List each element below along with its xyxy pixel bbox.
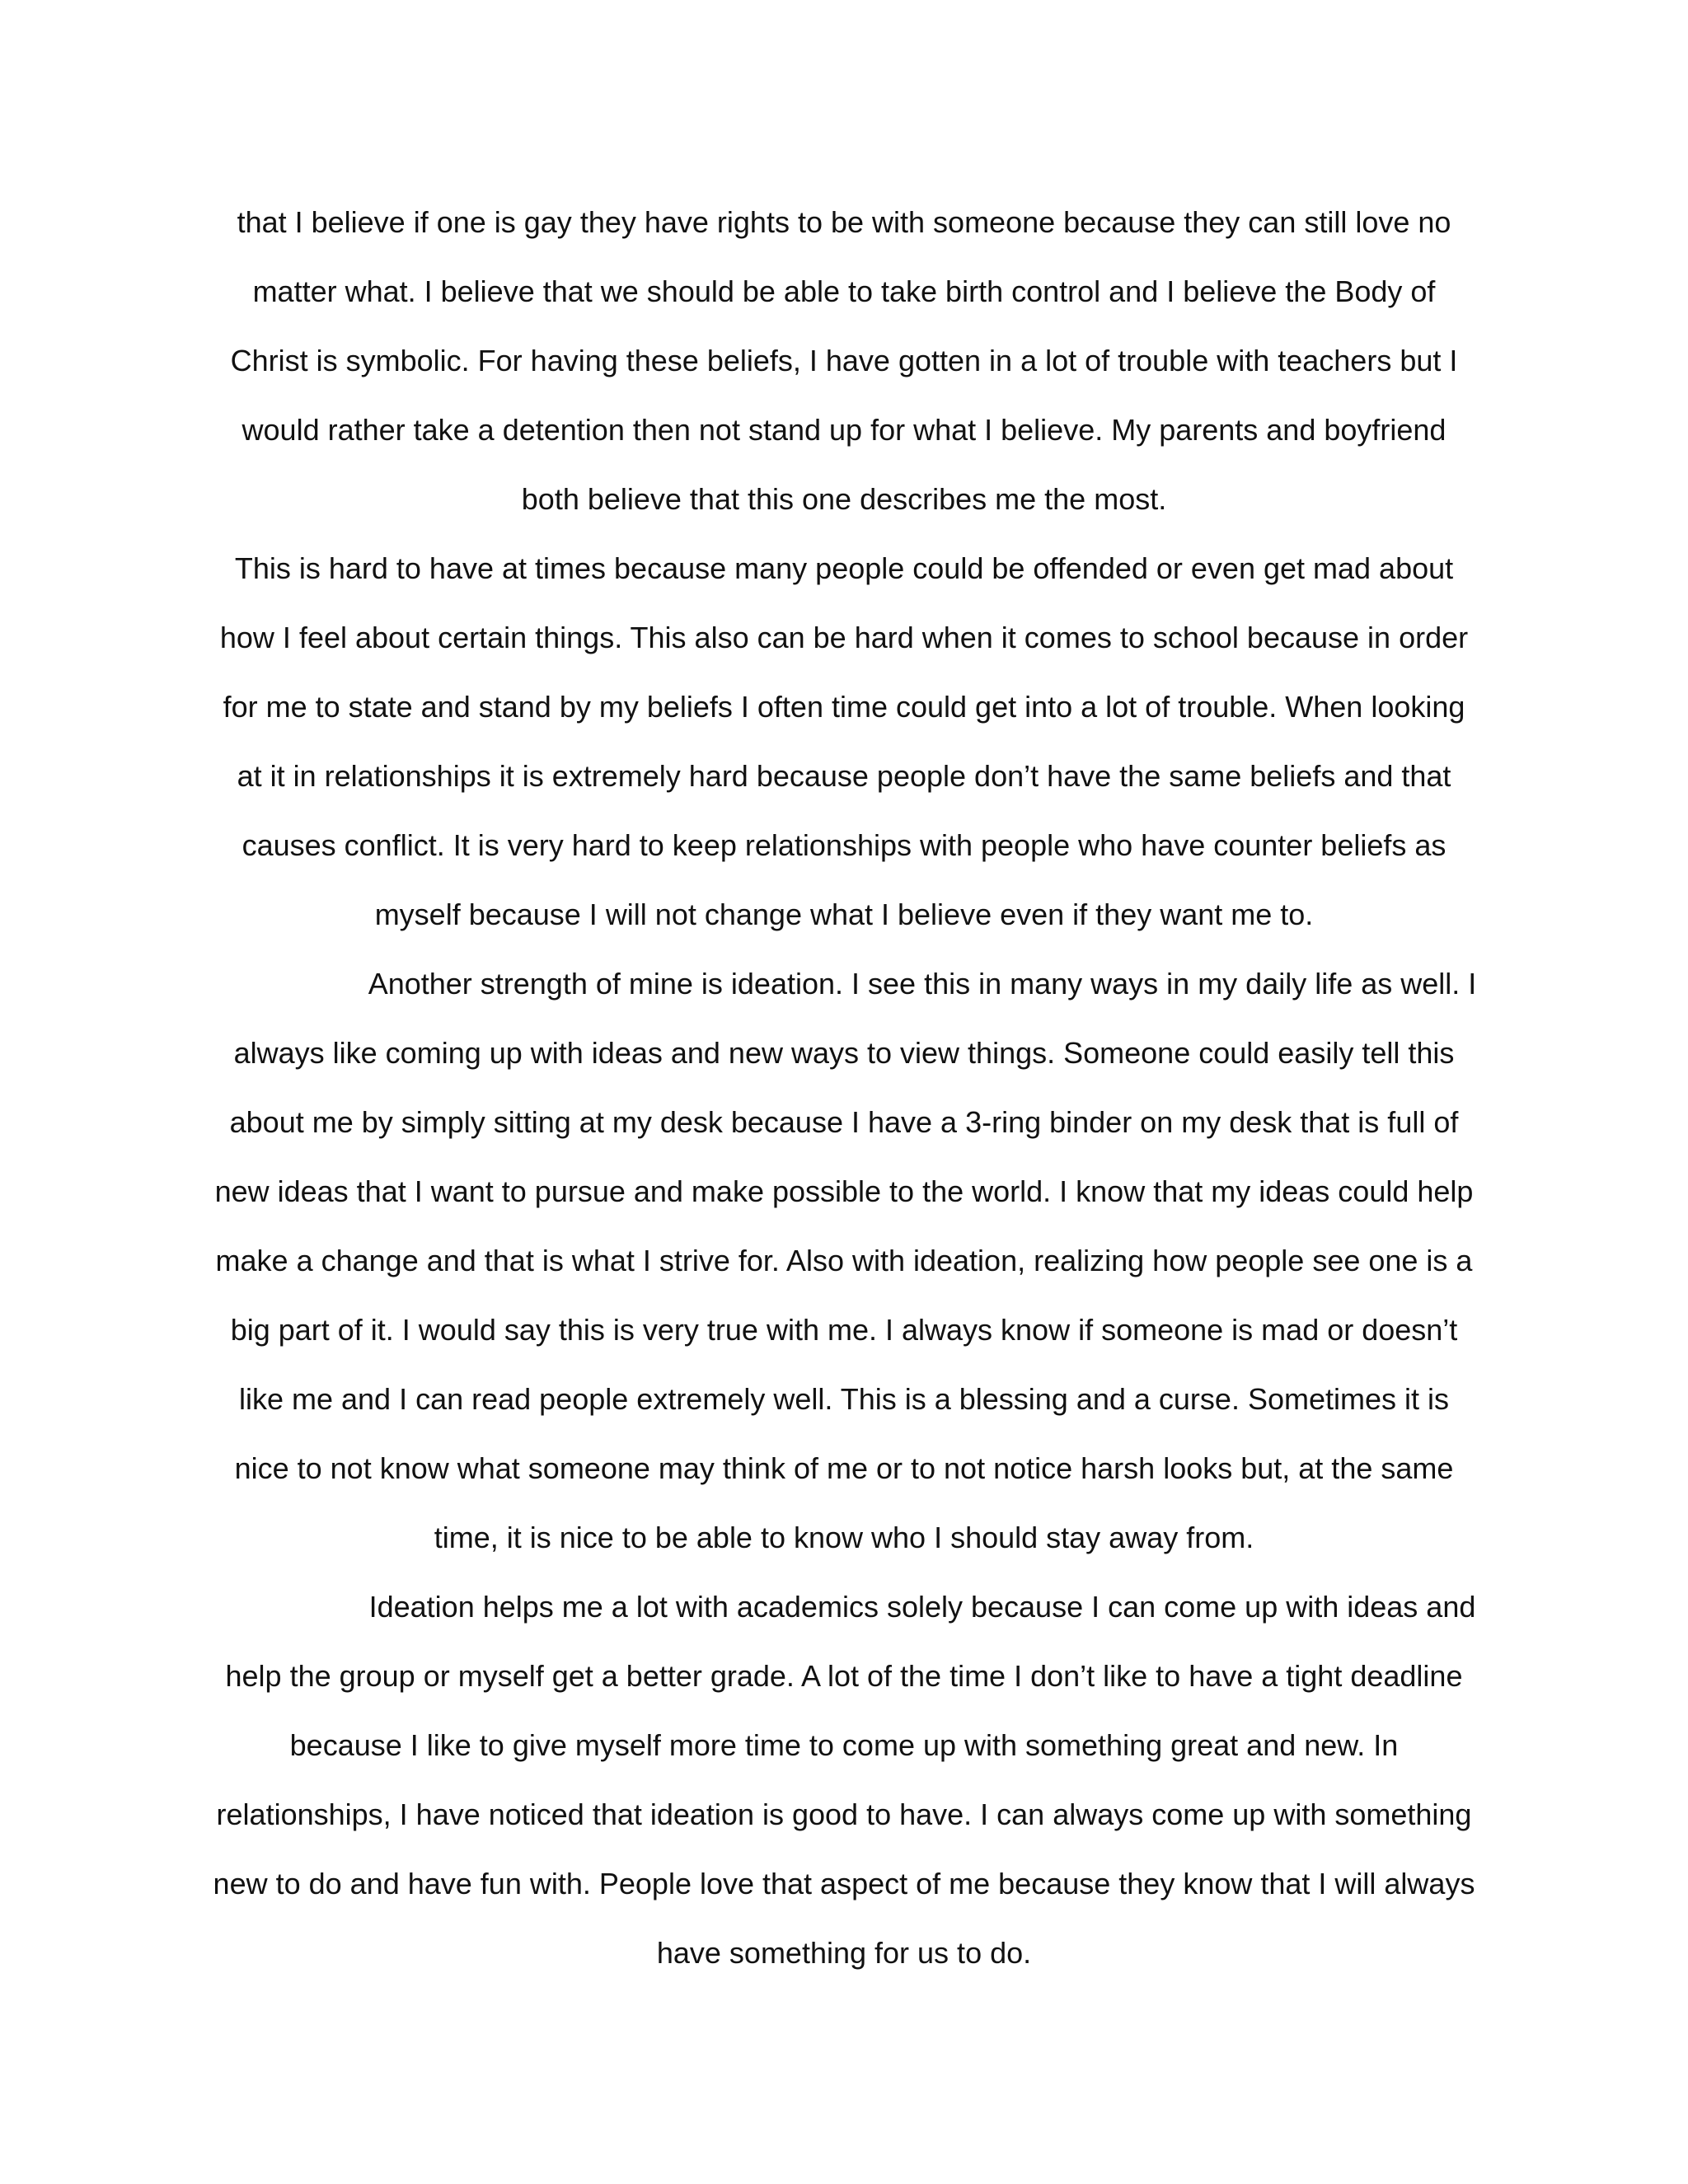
text-line: myself because I will not change what I believe even if they want me to. bbox=[374, 898, 1314, 931]
text-line: make a change and that is what I strive for. Also with ideation, realizing how people see one is a bbox=[215, 1244, 1473, 1277]
text-line: new to do and have fun with. People love that aspect of me because they know that I will always bbox=[213, 1867, 1475, 1900]
text-line: at it in relationships it is extremely hard because people don’t have the same beliefs and that bbox=[237, 759, 1451, 793]
text-line: Christ is symbolic. For having these beliefs, I have gotten in a lot of trouble with teachers but I bbox=[230, 344, 1458, 377]
text-line: time, it is nice to be able to know who I should stay away from. bbox=[434, 1521, 1254, 1554]
text-line: new ideas that I want to pursue and make possible to the world. I know that my ideas could help bbox=[214, 1174, 1474, 1208]
text-line: nice to not know what someone may think of me or to not notice harsh looks but, at the same bbox=[234, 1451, 1454, 1485]
text-line: how I feel about certain things. This also can be hard when it comes to school because in order bbox=[219, 621, 1469, 654]
text-line: both believe that this one describes me the most. bbox=[521, 482, 1167, 516]
essay-body bbox=[165, 188, 1523, 1988]
text-line: matter what. I believe that we should be able to take birth control and I believe the Body of bbox=[252, 274, 1436, 308]
text-line: causes conflict. It is very hard to keep relationships with people who have counter beliefs as bbox=[241, 828, 1447, 862]
text-line: have something for us to do. bbox=[656, 1936, 1032, 1970]
paragraph-start-line: Another strength of mine is ideation. I see this in many ways in my daily life as well. I bbox=[368, 967, 1477, 1001]
text-line: This is hard to have at times because many people could be offended or even get mad about bbox=[234, 551, 1454, 585]
paragraph-start-line: Ideation helps me a lot with academics solely because I can come up with ideas and bbox=[368, 1590, 1476, 1624]
text-line: always like coming up with ideas and new ways to view things. Someone could easily tell this bbox=[233, 1036, 1455, 1070]
text-line: would rather take a detention then not stand up for what I believe. My parents and boyfriend bbox=[241, 413, 1447, 447]
text-line: because I like to give myself more time to come up with something great and new. In bbox=[289, 1728, 1399, 1762]
text-line: that I believe if one is gay they have rights to be with someone because they can still love no bbox=[237, 205, 1451, 239]
text-line: for me to state and stand by my beliefs I often time could get into a lot of trouble. When looking bbox=[223, 690, 1465, 724]
text-line: help the group or myself get a better grade. A lot of the time I don’t like to have a tight deadline bbox=[225, 1659, 1463, 1693]
text-line: like me and I can read people extremely well. This is a blessing and a curse. Sometimes it is bbox=[238, 1382, 1450, 1416]
text-line: big part of it. I would say this is very true with me. I always know if someone is mad or doesn’t bbox=[230, 1313, 1458, 1347]
text-line: relationships, I have noticed that ideation is good to have. I can always come up with something bbox=[216, 1797, 1472, 1831]
text-line: about me by simply sitting at my desk because I have a 3-ring binder on my desk that is full of bbox=[229, 1105, 1459, 1139]
